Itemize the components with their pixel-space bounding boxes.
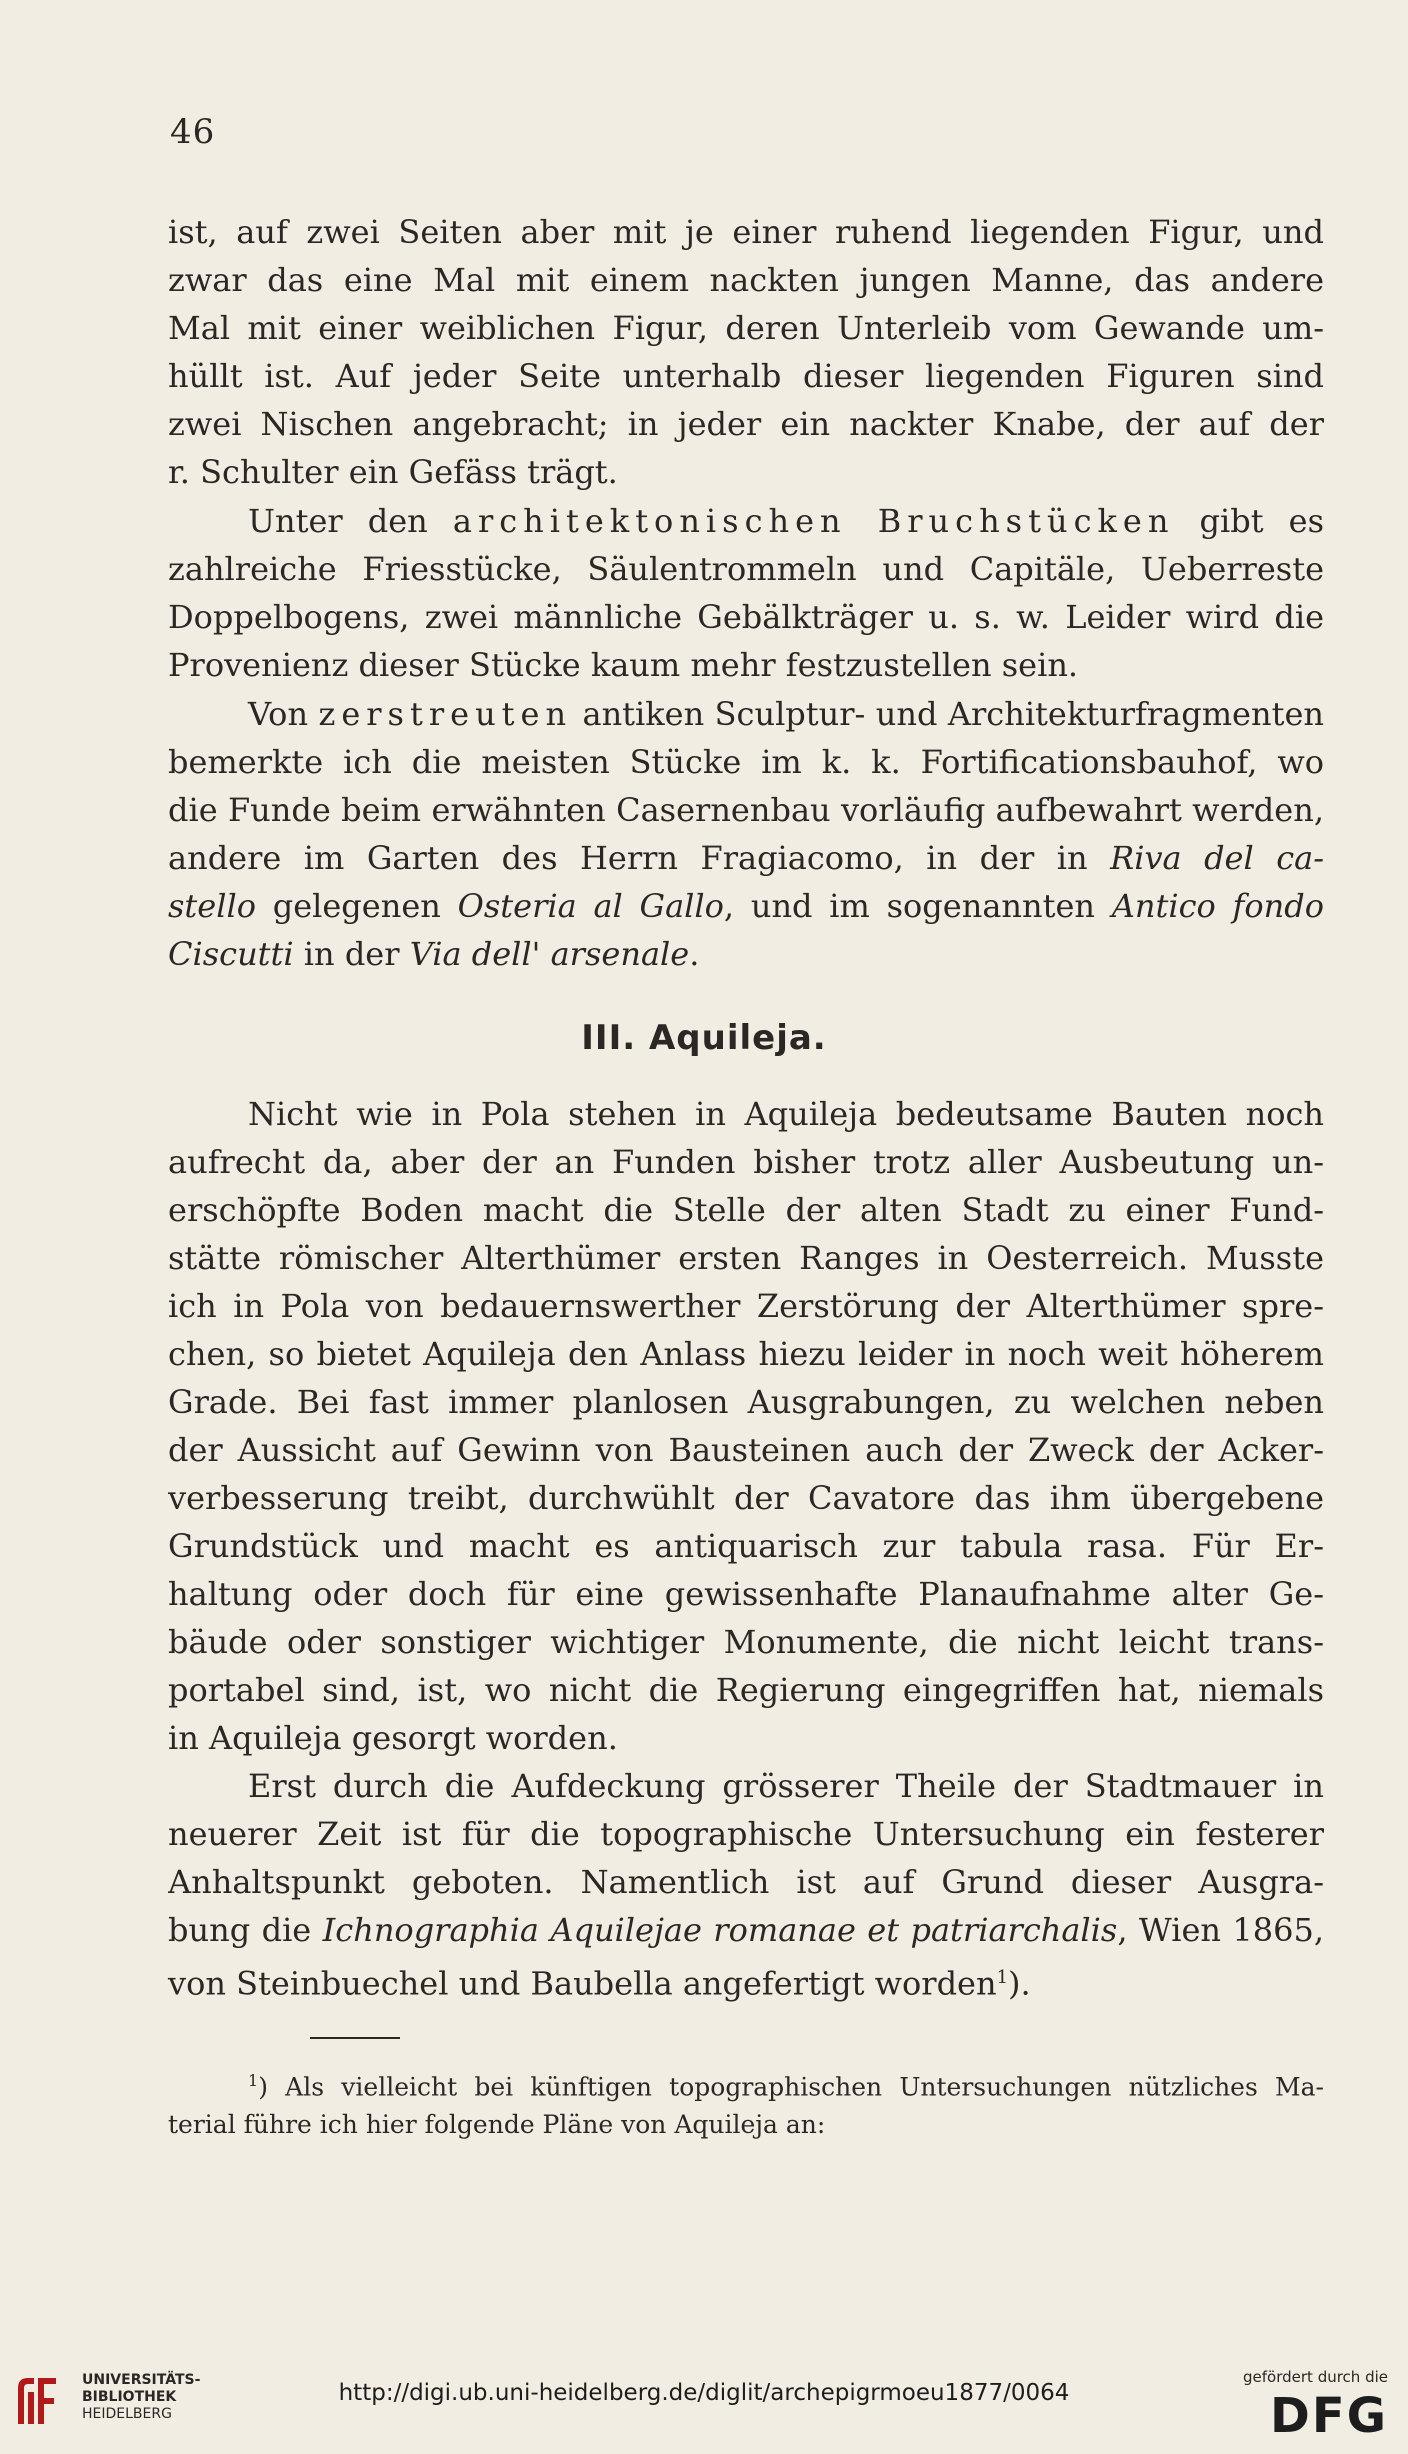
text-line: die Funde beim erwähnten Casernenbau vorläufig aufbewahrt werden, xyxy=(168,791,1324,829)
text-line: zahlreiche Friesstücke, Säulentrommeln und Capitäle, Ueberreste xyxy=(168,550,1324,588)
text-line: zwar das eine Mal mit einem nackten jungen Manne, das andere xyxy=(168,261,1324,299)
paragraph-1 xyxy=(168,208,1324,496)
text-line: Erst durch die Aufdeckung grösserer Theile der Stadtmauer in xyxy=(248,1767,1324,1805)
text-line: erschöpfte Boden macht die Stelle der alten Stadt zu einer Fund- xyxy=(168,1191,1324,1229)
italic-text: Osteria al Gallo xyxy=(457,887,724,925)
section-heading: III. Aquileja. xyxy=(581,1018,827,1058)
paragraph-4 xyxy=(168,1090,1324,1762)
library-line-1: UNIVERSITÄTS- xyxy=(82,2372,201,2388)
library-line-3: HEIDELBERG xyxy=(82,2406,172,2422)
text-run: . xyxy=(689,935,700,973)
italic-text: Ichnographia Aquilejae romanae et patriarchalis xyxy=(322,1911,1118,1949)
footnote xyxy=(168,2062,1324,2144)
text-line: aufrecht da, aber der an Funden bisher trotz aller Ausbeutung un- xyxy=(168,1143,1324,1181)
page-number: 46 xyxy=(170,112,216,152)
text-line: ist, auf zwei Seiten aber mit je einer ruhend liegenden Figur, und xyxy=(168,213,1324,251)
text-line: Anhaltspunkt geboten. Namentlich ist auf Grund dieser Ausgra- xyxy=(168,1863,1324,1901)
text-line: Doppelbogens, zwei männliche Gebälkträger u. s. w. Leider wird die xyxy=(168,598,1324,636)
text-line: Provenienz dieser Stücke kaum mehr festzustellen sein. xyxy=(168,646,1079,684)
text-run: , und im sogenannten xyxy=(723,887,1112,925)
text-line: portabel sind, ist, wo nicht die Regierung eingegriffen hat, niemals xyxy=(168,1671,1324,1709)
text-line: stätte römischer Alterthümer ersten Ranges in Oesterreich. Musste xyxy=(168,1239,1324,1277)
paragraph-5 xyxy=(168,1762,1324,2002)
text-run: in der xyxy=(293,935,410,973)
text-run: , Wien 1865, xyxy=(1117,1911,1324,1949)
italic-text: stello xyxy=(168,887,256,925)
text-run: andere im Garten des Herrn Fragiacomo, in der in xyxy=(168,839,1111,877)
paragraph-3 xyxy=(168,690,1324,978)
text-run: Unter den xyxy=(248,502,453,540)
digital-object-url[interactable]: http://digi.ub.uni-heidelberg.de/diglit/archepigrmoeu1877/0064 xyxy=(338,2380,1070,2406)
text-line: chen, so bietet Aquileja den Anlass hiezu leider in noch weit höherem xyxy=(168,1335,1324,1373)
library-line-2: BIBLIOTHEK xyxy=(82,2389,177,2405)
footnote-line xyxy=(168,2062,1324,2106)
text-line xyxy=(168,882,1324,930)
paragraph-2 xyxy=(168,497,1324,689)
text-line xyxy=(168,1954,1324,2002)
footnote-marker: 1 xyxy=(248,2071,259,2090)
italic-text: Ciscutti xyxy=(168,935,294,973)
dfg-logo xyxy=(1238,2368,1388,2444)
text-line: neuerer Zeit ist für die topographische Untersuchung ein festerer xyxy=(168,1815,1324,1853)
text-line: in Aquileja gesorgt worden. xyxy=(168,1719,618,1757)
text-line: Mal mit einer weiblichen Figur, deren Unterleib vom Gewande um- xyxy=(168,309,1324,347)
text-run: ) Als vielleicht bei künftigen topographischen Untersuchungen nützliches Ma- xyxy=(258,2072,1324,2102)
text-line xyxy=(168,497,1324,545)
text-line: haltung oder doch für eine gewissenhafte Planaufnahme alter Ge- xyxy=(168,1575,1324,1613)
text-line: zwei Nischen angebracht; in jeder ein nackter Knabe, der auf der xyxy=(168,405,1324,443)
dfg-subtitle: gefördert durch die xyxy=(1243,2368,1388,2386)
text-line xyxy=(168,690,1324,738)
spaced-emphasis: architektonischen Bruchstücken xyxy=(452,502,1175,540)
text-line: ich in Pola von bedauernswerther Zerstörung der Alterthümer spre- xyxy=(168,1287,1324,1325)
footnote-line: terial führe ich hier folgende Pläne von Aquileja an: xyxy=(168,2110,826,2140)
text-run: bung die xyxy=(168,1911,323,1949)
text-line: Grade. Bei fast immer planlosen Ausgrabungen, zu welchen neben xyxy=(168,1383,1324,1421)
text-line xyxy=(168,930,1324,978)
italic-text: Via dell' arsenale xyxy=(409,935,690,973)
text-run: von Steinbuechel und Baubella angefertigt worden xyxy=(168,1964,997,2003)
text-run: gelegenen xyxy=(255,887,458,925)
text-line xyxy=(168,1906,1324,1954)
text-run: antiken Sculptur- und Architekturfragmenten xyxy=(572,695,1324,733)
italic-text: Antico fondo xyxy=(1111,887,1324,925)
text-line: verbesserung treibt, durchwühlt der Cavatore das ihm übergebene xyxy=(168,1479,1324,1517)
text-line xyxy=(168,834,1324,882)
footnote-divider xyxy=(310,2037,400,2039)
text-run: gibt es xyxy=(1174,502,1324,540)
italic-text: Riva del ca- xyxy=(1110,839,1324,877)
text-run: Von xyxy=(248,695,319,733)
text-line: hüllt ist. Auf jeder Seite unterhalb dieser liegenden Figuren sind xyxy=(168,357,1324,395)
text-line: der Aussicht auf Gewinn von Bausteinen auch der Zweck der Acker- xyxy=(168,1431,1324,1469)
text-run: ). xyxy=(1008,1964,1031,2003)
text-line: bemerkte ich die meisten Stücke im k. k. Fortificationsbauhof, wo xyxy=(168,743,1324,781)
dfg-wordmark: DFG xyxy=(1269,2388,1388,2444)
footnote-ref: 1 xyxy=(996,1967,1009,1988)
text-line: bäude oder sonstiger wichtiger Monumente, die nicht leicht trans- xyxy=(168,1623,1324,1661)
spaced-emphasis: zerstreuten xyxy=(318,695,573,733)
text-line: r. Schulter ein Gefäss trägt. xyxy=(168,453,618,491)
text-line: Grundstück und macht es antiquarisch zur tabula rasa. Für Er- xyxy=(168,1527,1324,1565)
text-line: Nicht wie in Pola stehen in Aquileja bedeutsame Bauten noch xyxy=(248,1095,1324,1133)
